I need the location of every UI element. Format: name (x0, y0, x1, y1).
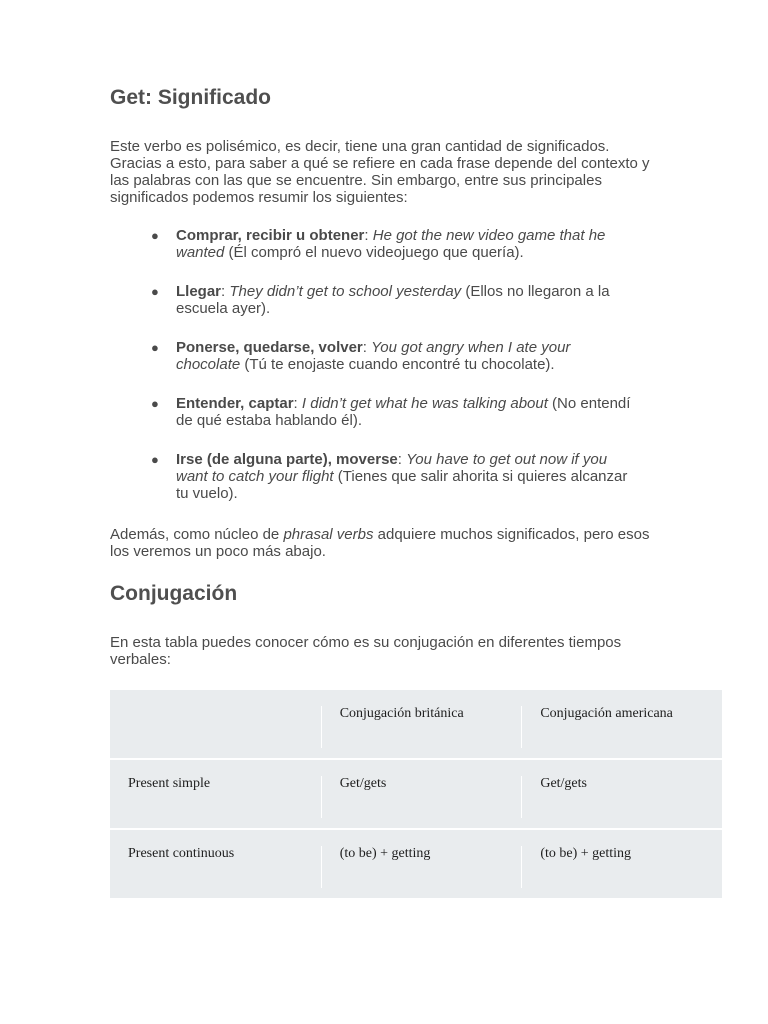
table-intro-paragraph: En esta tabla puedes conocer cómo es su conjugación en diferentes tiempos verbales: (110, 634, 622, 668)
list-item (110, 339, 631, 373)
table-row (110, 829, 722, 899)
section-title-conjugacion: Conjugación (110, 582, 238, 605)
list-item (110, 283, 631, 317)
bullet-icon: ● (151, 340, 159, 355)
example-sentence: He got the new video game that he wanted (176, 227, 606, 261)
separator: : (364, 227, 373, 244)
american-value: Get/gets (521, 776, 722, 818)
bullet-icon: ● (151, 284, 159, 299)
outro-text-start: Además, como núcleo de (110, 526, 284, 543)
list-item (110, 451, 631, 502)
meaning-term: Comprar, recibir u obtener (176, 227, 365, 244)
translation: (Él compró el nuevo videojuego que quería). (224, 244, 524, 261)
table-cell-tense: Present simple (110, 759, 321, 829)
meaning-term: Entender, captar (176, 395, 294, 412)
example-sentence: They didn’t get to school yesterday (229, 283, 462, 300)
header-american: Conjugación americana (521, 706, 722, 748)
separator: : (293, 395, 302, 412)
header-british: Conjugación británica (321, 706, 522, 748)
outro-text-end: adquiere muchos significados, pero esos los veremos un poco más abajo. (110, 526, 650, 560)
translation: (Tú te enojaste cuando encontré tu chocolate). (240, 356, 555, 373)
translation: (No entendí de qué estaba hablando él). (176, 395, 631, 429)
bullet-icon: ● (151, 452, 159, 467)
american-value: (to be) + getting (521, 846, 722, 888)
outro-paragraph (110, 526, 650, 560)
translation: (Tienes que salir ahorita si quieres alcanzar tu vuelo). (176, 468, 628, 502)
british-value: Get/gets (321, 776, 522, 818)
intro-paragraph: Este verbo es polisémico, es decir, tiene una gran cantidad de significados. Gracias a esto, para saber a qué se refiere en cada frase depende del contexto y las palabras con las que se encuentre. Sin embargo, entre sus principales significados podemos resumir los siguientes: (110, 138, 650, 206)
list-item (110, 227, 631, 261)
example-sentence: You got angry when I ate your chocolate (176, 339, 571, 373)
outro-italic-term: phrasal verbs (283, 526, 374, 543)
table-header-cell (110, 690, 321, 759)
list-item (110, 395, 631, 429)
conjugation-table (110, 690, 722, 900)
table-cell (321, 829, 522, 899)
meanings-list (110, 227, 670, 524)
separator: : (397, 451, 407, 468)
bullet-icon: ● (151, 228, 159, 243)
table-header-cell (321, 690, 522, 759)
example-sentence: You have to get out now if you want to catch your flight (176, 451, 608, 485)
table-cell (521, 759, 722, 829)
table-cell-tense: Present continuous (110, 829, 321, 899)
table-cell (521, 829, 722, 899)
table-header-row (110, 690, 722, 759)
british-value: (to be) + getting (321, 846, 522, 888)
separator: : (362, 339, 372, 356)
separator: : (221, 283, 230, 300)
meaning-term: Llegar (176, 283, 222, 300)
table-cell (321, 759, 522, 829)
translation: (Ellos no llegaron a la escuela ayer). (176, 283, 610, 317)
table-row (110, 759, 722, 829)
bullet-icon: ● (151, 396, 159, 411)
meaning-term: Irse (de alguna parte), moverse (176, 451, 398, 468)
table-header-cell (521, 690, 722, 759)
example-sentence: I didn’t get what he was talking about (301, 395, 548, 412)
meaning-term: Ponerse, quedarse, volver (176, 339, 363, 356)
section-title-significado: Get: Significado (110, 86, 272, 109)
